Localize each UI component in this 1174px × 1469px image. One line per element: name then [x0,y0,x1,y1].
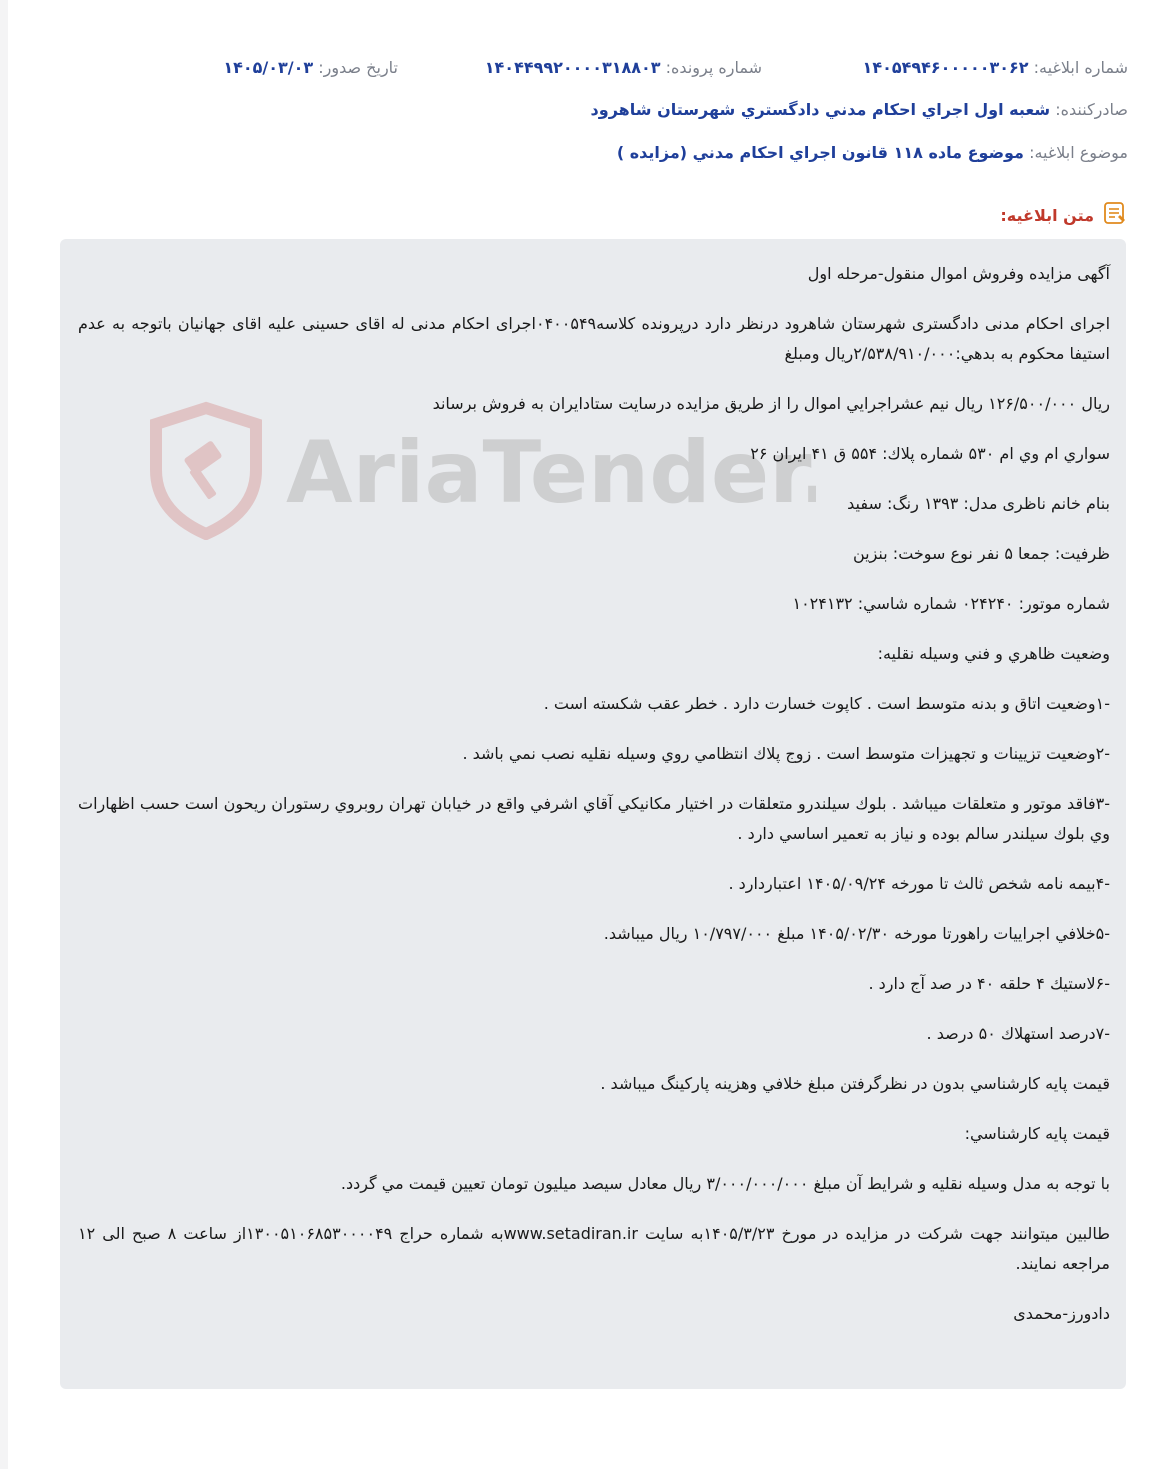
body-paragraph-11: -۳فاقد موتور و متعلقات ميباشد . بلوك سيلندرو متعلقات در اختيار مكانيكي آقاي اشرفي واقع در خيابان تهران روبروي رستوران ريحون است حسب اظهارات وي بلوك سيلندر سالم بوده و نياز به تعمير اساسي دارد . [78,794,1110,843]
body-paragraph-19: طالبين میتوانند جهت شرکت در مزایده در مورخ ۱۴۰۵/۳/۲۳به سایت www.setadiran.irبه شماره حراج ۱۳۰۰۵۱۰۶۸۵۳۰۰۰۰۴۹از ساعت ۸ صبح الی ۱۲ مراجعه نمایند. [78,1224,1110,1273]
issuer-value: شعبه اول اجراي احكام مدني دادگستري شهرستان شاهرود [590,100,1051,119]
issue-date-label: تاريخ صدور: [318,58,398,77]
notice-number-value: ۱۴۰۵۴۹۴۶۰۰۰۰۰۳۰۶۲ [862,58,1029,77]
body-paragraph-9: -۱وضعيت اتاق و بدنه متوسط است . كاپوت خسارت دارد . خطر عقب شكسته است . [543,694,1110,713]
issue-date-value: ۱۴۰۵/۰۳/۰۳ [223,58,314,77]
section-header [1000,200,1128,230]
body-paragraph-12: -۴بيمه نامه شخص ثالث تا مورخه ۱۴۰۵/۰۹/۲۴ اعتباردارد . [728,874,1110,893]
notice-body [60,239,1126,1389]
body-paragraph-17: قيمت پايه كارشناسي: [964,1124,1110,1143]
notice-card [8,0,1174,1469]
body-paragraph-16: قيمت پايه كارشناسي بدون در نظرگرفتن مبلغ خلافي وهزينه پاركينگ ميباشد . [600,1074,1110,1093]
body-paragraph-8: وضعيت ظاهري و فني وسيله نقليه: [877,644,1110,663]
notice-number-label: شماره ابلاغيه: [1033,58,1128,77]
body-paragraph-5: بنام خانم ناظری مدل: ۱۳۹۳ رنگ: سفيد [847,494,1110,513]
body-paragraph-20: دادورز-محمدی [1013,1304,1110,1323]
body-paragraph-15: -۷درصد استهلاك ۵۰ درصد . [926,1024,1110,1043]
body-paragraph-4: سواري ام وي ام ۵۳۰ شماره پلاك: ۵۵۴ ق ۴۱ ايران ۲۶ [750,444,1110,463]
body-paragraph-10: -۲وضعيت تزيينات و تجهيزات متوسط است . زوج پلاك انتظامي روي وسيله نقليه نصب نمي باشد . [462,744,1110,763]
case-number-value: ۱۴۰۴۴۹۹۲۰۰۰۰۳۱۸۸۰۳ [484,58,661,77]
meta-row [68,58,1128,82]
body-paragraph-6: ظرفيت: جمعا ۵ نفر نوع سوخت: بنزين [852,544,1110,563]
body-paragraph-7: شماره موتور: ۰۲۴۲۴۰ شماره شاسي: ۱۰۲۴۱۳۲ [792,594,1110,613]
document-text-icon [1102,200,1128,230]
body-paragraph-3: ريال ۱۲۶/۵۰۰/۰۰۰ ريال نيم عشراجرايي اموال را از طريق مزايده درسايت ستادايران به فروش برساند [432,394,1110,413]
body-paragraph-1: آگهی مزایده وفروش اموال منقول-مرحله اول [807,264,1110,283]
subject-line [617,143,1128,162]
case-number-label: شماره پرونده: [665,58,762,77]
issuer-line [591,100,1128,119]
body-paragraph-18: با توجه به مدل وسيله نقليه و شرايط آن مبلغ ۳/۰۰۰/۰۰۰/۰۰۰ ريال معادل سيصد ميليون تومان تعيين قيمت مي گردد. [340,1174,1110,1193]
notice-number [863,58,1128,77]
body-paragraph-14: -۶لاستيك ۴ حلقه ۴۰ در صد آج دارد . [868,974,1110,993]
subject-value: موضوع ماده ۱۱۸ قانون اجراي احكام مدني (مزايده ) [616,143,1024,162]
issue-date [223,58,398,77]
body-paragraph-2: اجرای احکام مدنی دادگستری شهرستان شاهرود درنظر دارد درپرونده کلاسه۰۴۰۰۵۴۹اجرای احکام مدنی له اقای حسینی علیه اقای جهانیان باتوجه به عدم استیفا محکوم به بدهي:۲/۵۳۸/۹۱۰/۰۰۰ريال ومبلغ [78,314,1111,363]
body-paragraph-13: -۵خلافي اجراييات راهورتا مورخه ۱۴۰۵/۰۲/۳۰ مبلغ ۱۰/۷۹۷/۰۰۰ ريال ميباشد. [603,924,1110,943]
watermark-text: AriaTender [286,423,800,523]
section-title: متن ابلاغيه: [1000,205,1094,225]
subject-label: موضوع ابلاغيه: [1029,143,1128,162]
issuer-label: صادرکننده: [1055,100,1128,119]
case-number [485,58,762,77]
